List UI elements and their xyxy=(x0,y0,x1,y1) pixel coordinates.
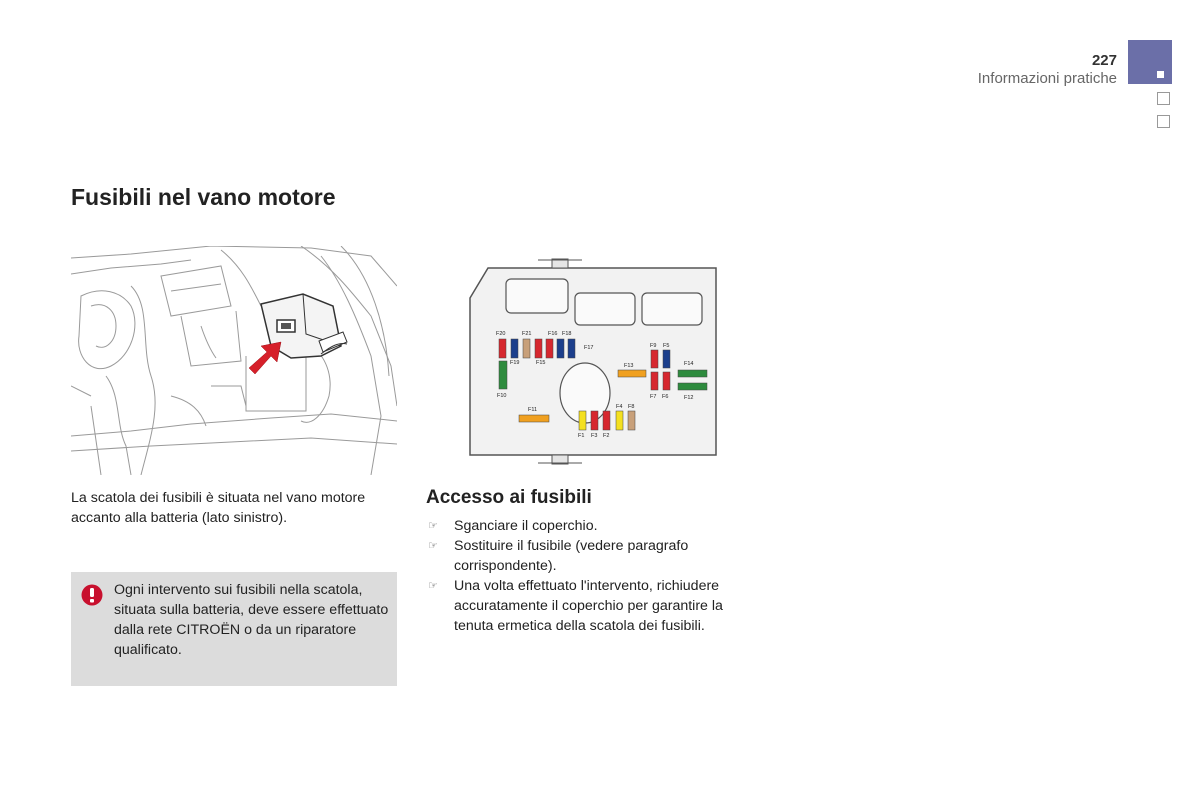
arrow-indicator xyxy=(249,342,281,374)
list-item xyxy=(426,576,756,636)
fuse-F7 xyxy=(651,372,658,390)
fuse-label: F2 xyxy=(603,433,610,439)
fuse-label: F1 xyxy=(578,433,585,439)
warning-text: Ogni intervento sui fusibili nella scatola, situata sulla batteria, deve essere effettuato dalla rete CITROËN o da un riparatore qualificato. xyxy=(114,582,389,658)
pointing-hand-icon: ☞ xyxy=(428,520,438,532)
fuse-F14 xyxy=(678,370,707,377)
fuse-label: F19 xyxy=(510,360,520,366)
fuse-F19-top xyxy=(511,339,518,358)
fuse-F13 xyxy=(618,370,646,377)
fuse-label: F3 xyxy=(591,433,598,439)
fuse-label: F13 xyxy=(624,363,634,369)
section-title: Informazioni pratiche xyxy=(977,70,1117,87)
fuse-label: F11 xyxy=(528,407,538,413)
fuse-label: F16 xyxy=(548,331,558,337)
fuse-F9 xyxy=(651,350,658,368)
fuse-label: F10 xyxy=(497,393,507,399)
fuse-F20 xyxy=(499,339,506,358)
fuse-label: F8 xyxy=(628,404,635,410)
step-text: Sganciare il coperchio. xyxy=(454,518,598,534)
fuse-label: F7 xyxy=(650,394,657,400)
fuse-label: F5 xyxy=(663,343,670,349)
page-title: Fusibili nel vano motore xyxy=(71,184,336,210)
fuse-F2 xyxy=(603,411,610,430)
list-item xyxy=(426,516,756,536)
section-heading: Accesso ai fusibili xyxy=(426,487,592,508)
fuse-F15b xyxy=(546,339,553,358)
intro-paragraph: La scatola dei fusibili è situata nel vano motore accanto alla batteria (lato sinistro). xyxy=(71,490,366,526)
fuse-F12 xyxy=(678,383,707,390)
warning-box xyxy=(71,572,397,686)
page-number: 227 xyxy=(1091,52,1117,69)
fuse-label: F20 xyxy=(496,331,506,337)
fuse-label: F17 xyxy=(584,345,594,351)
fuse-label: F9 xyxy=(650,343,657,349)
fuse-label: F14 xyxy=(684,361,694,367)
list-item xyxy=(426,536,756,576)
fuse-F4 xyxy=(616,411,623,430)
chapter-tab-empty xyxy=(1157,92,1170,105)
fuse-box-diagram xyxy=(468,253,720,465)
fuse-F3 xyxy=(591,411,598,430)
fuse-label: F4 xyxy=(616,404,623,410)
fuse-F6 xyxy=(663,372,670,390)
chapter-tab-active xyxy=(1128,40,1172,84)
fuse-F21 xyxy=(523,339,530,358)
fuse-F16 xyxy=(557,339,564,358)
chapter-tab-empty xyxy=(1157,115,1170,128)
fuse-F5 xyxy=(663,350,670,368)
fuse-F8 xyxy=(628,411,635,430)
pointing-hand-icon: ☞ xyxy=(428,580,438,592)
fuse-label: F18 xyxy=(562,331,572,337)
fuse-label: F21 xyxy=(522,331,532,337)
chapter-tab-marker xyxy=(1157,71,1164,78)
steps-list xyxy=(426,516,756,636)
fuse-F18 xyxy=(568,339,575,358)
pointing-hand-icon: ☞ xyxy=(428,540,438,552)
fuse-F15a xyxy=(535,339,542,358)
fuse-F11 xyxy=(519,415,549,422)
fuse-F10 xyxy=(499,361,507,389)
engine-bay-illustration xyxy=(71,246,397,475)
exclamation-icon xyxy=(81,584,103,606)
fuse-label: F12 xyxy=(684,395,694,401)
fuse-label: F6 xyxy=(662,394,669,400)
fuse-F1 xyxy=(579,411,586,430)
step-text: Sostituire il fusibile (vedere paragrafo corrispondente). xyxy=(454,538,689,574)
fuse-label: F15 xyxy=(536,360,546,366)
step-text: Una volta effettuato l'intervento, richiudere accuratamente il coperchio per garantire la tenuta ermetica della scatola dei fusibili. xyxy=(454,578,723,634)
